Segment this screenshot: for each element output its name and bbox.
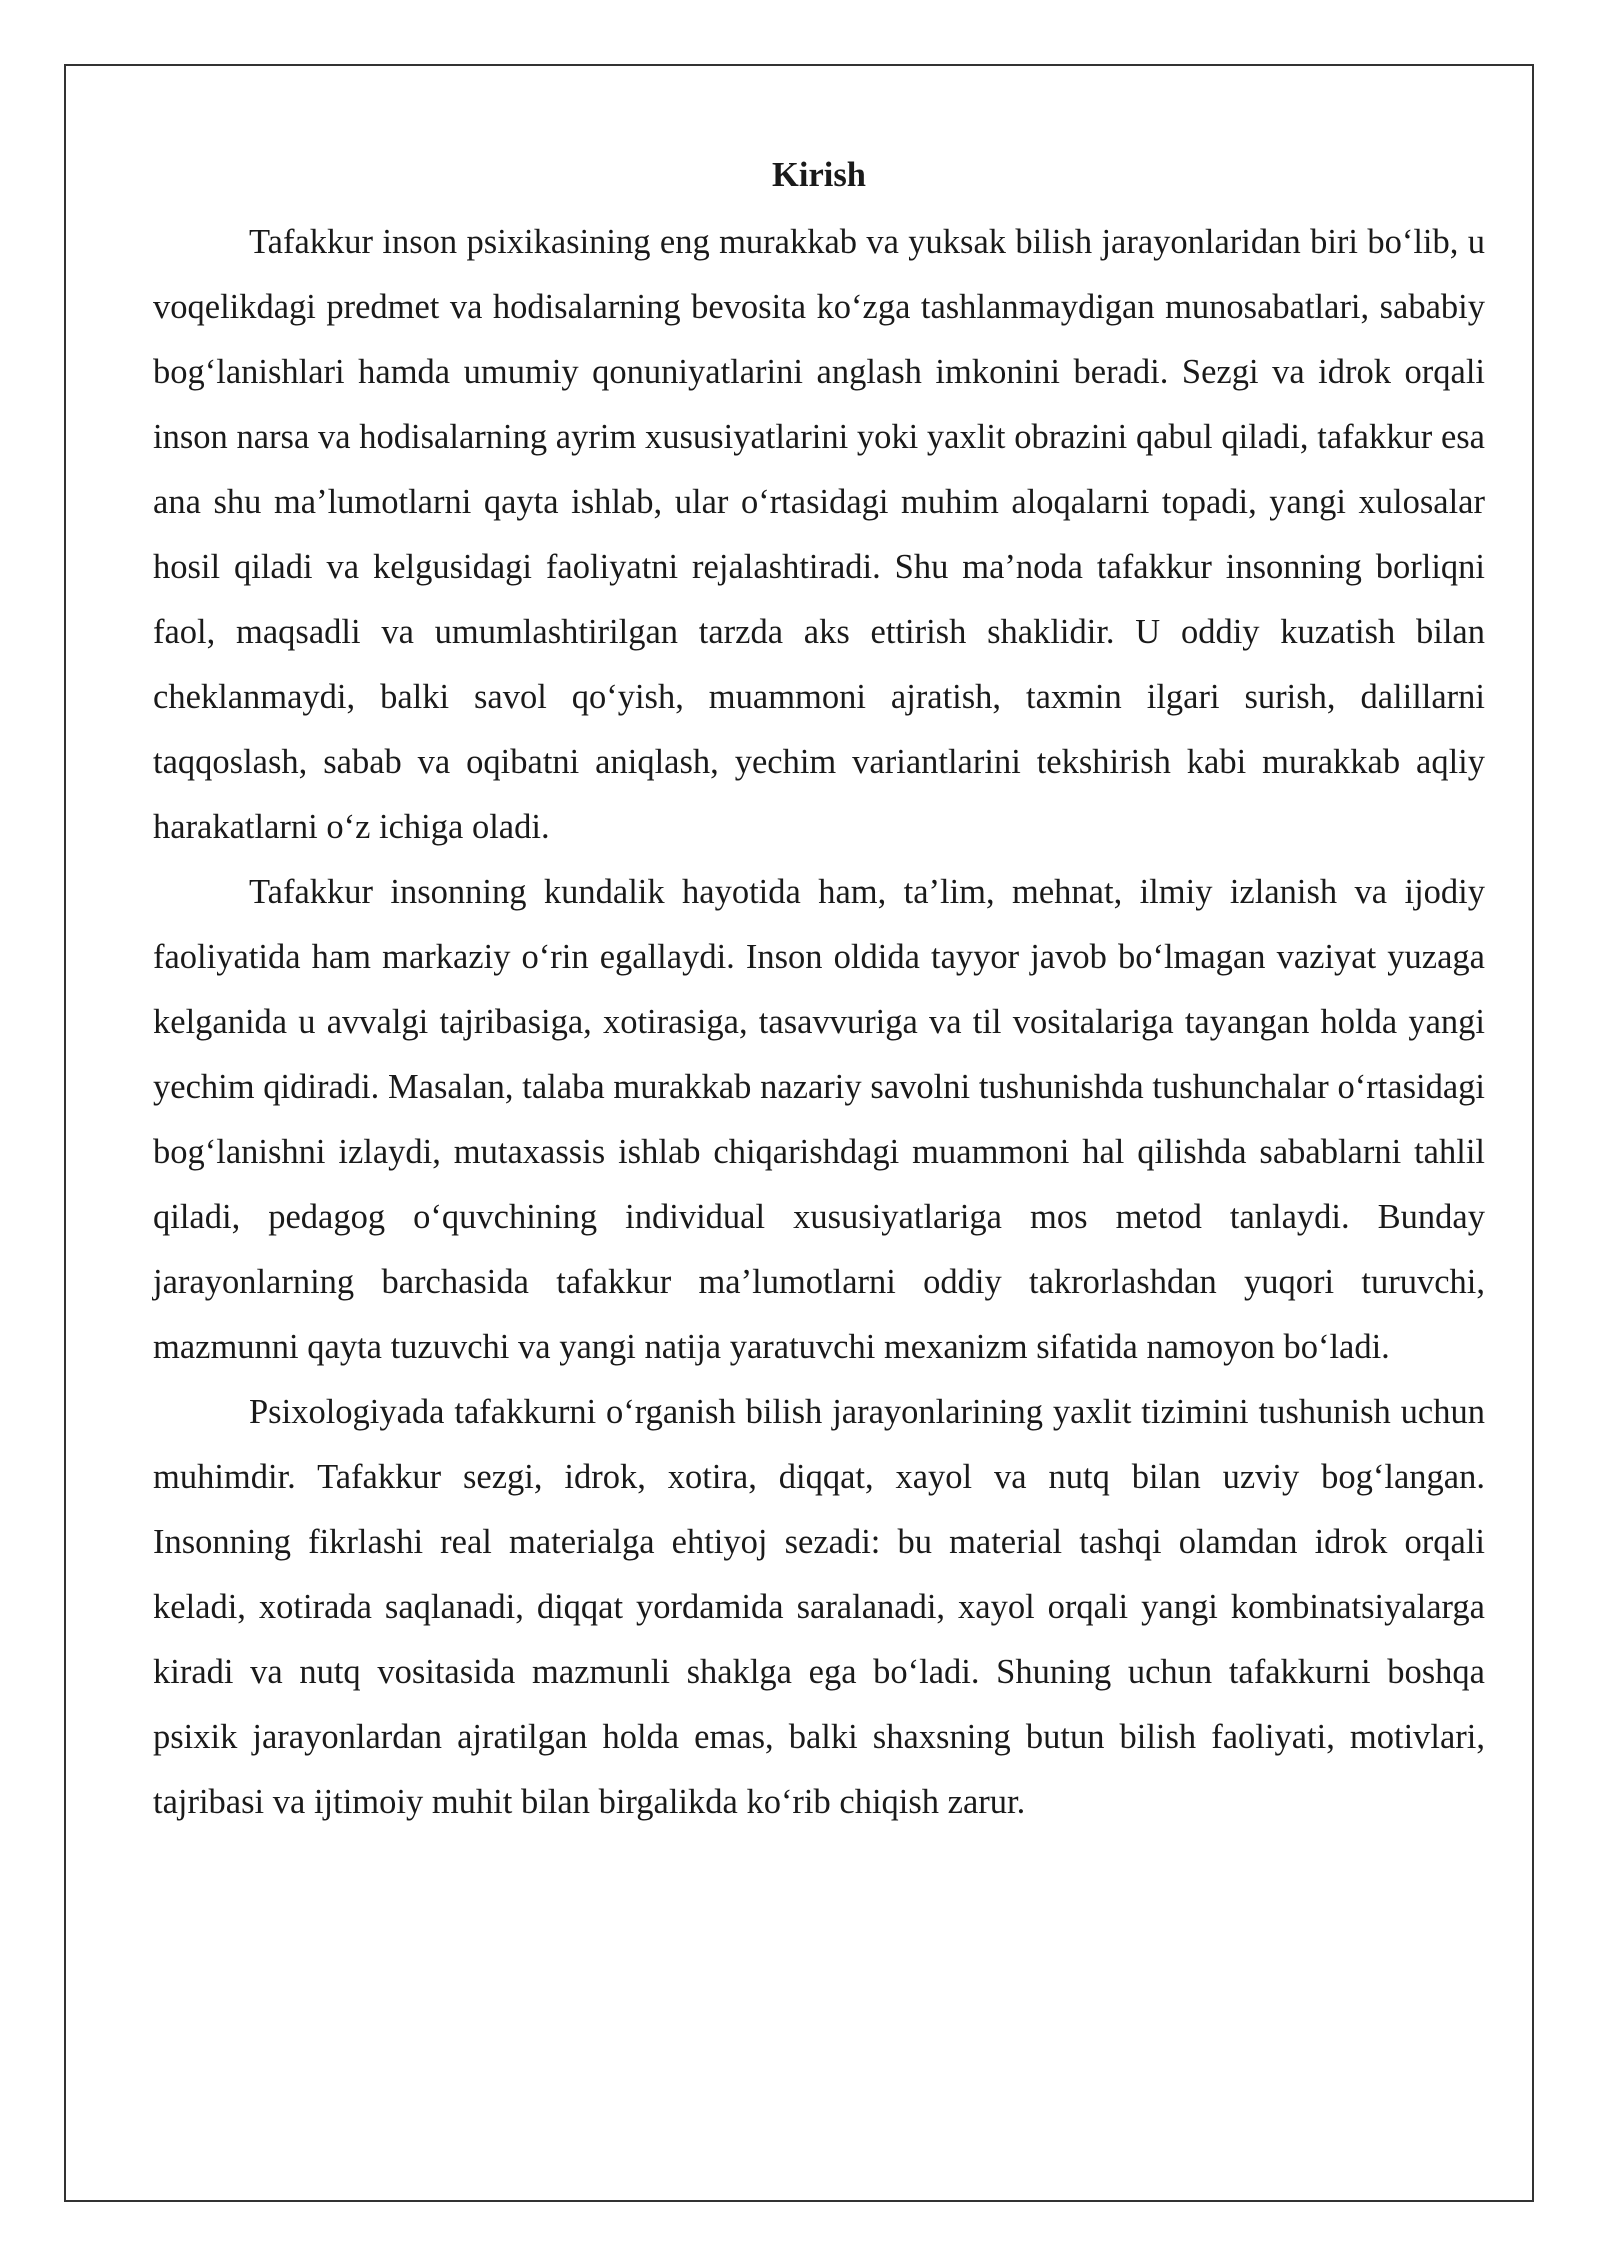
paragraph-3: Psixologiyada tafakkurni o‘rganish bilish jarayonlarining yaxlit tizimini tushunish uchun muhimdir. Tafakkur sezgi, idrok, xotira, diqqat, xayol va nutq bilan uzviy bog‘langan. Insonning fikrlashi real materialga ehtiyoj sezadi: bu material tashqi olamdan idrok orqali keladi, xotirada saqlanadi, diqqat yordamida saralanadi, xayol orqali yangi kombinatsiyalarga kiradi va nutq vositasida mazmunli shaklga ega bo‘ladi. Shuning uchun tafakkurni boshqa psixik jarayonlardan ajratilgan holda emas, balki shaxsning butun bilish faoliyati, motivlari, tajribasi va ijtimoiy muhit bilan birgalikda ko‘rib chiqish zarur. bbox=[153, 1393, 1485, 1821]
paragraph-2: Tafakkur insonning kundalik hayotida ham, ta’lim, mehnat, ilmiy izlanish va ijodiy faoliyatida ham markaziy o‘rin egallaydi. Inson oldida tayyor javob bo‘lmagan vaziyat yuzaga kelganida u avvalgi tajribasiga, xotirasiga, tasavvuriga va til vositalariga tayangan holda yangi yechim qidiradi. Masalan, talaba murakkab nazariy savolni tushunishda tushunchalar o‘rtasidagi bog‘lanishni izlaydi, mutaxassis ishlab chiqarishdagi muammoni hal qilishda sabablarni tahlil qiladi, pedagog o‘quvchining individual xususiyatlariga mos metod tanlaydi. Bunday jarayonlarning barchasida tafakkur ma’lumotlarni oddiy takrorlashdan yuqori turuvchi, mazmunni qayta tuzuvchi va yangi natija yaratuvchi mexanizm sifatida namoyon bo‘ladi. bbox=[153, 873, 1485, 1366]
paragraph-1: Tafakkur inson psixikasining eng murakkab va yuksak bilish jarayonlaridan biri bo‘lib, u voqelikdagi predmet va hodisalarning bevosita ko‘zga tashlanmaydigan munosabatlari, sababiy bog‘lanishlari hamda umumiy qonuniyatlarini anglash imkonini beradi. Sezgi va idrok orqali inson narsa va hodisalarning ayrim xususiyatlarini yoki yaxlit obrazini qabul qiladi, tafakkur esa ana shu ma’lumotlarni qayta ishlab, ular o‘rtasidagi muhim aloqalarni topadi, yangi xulosalar hosil qiladi va kelgusidagi faoliyatni rejalashtiradi. Shu ma’noda tafakkur insonning borliqni faol, maqsadli va umumlashtirilgan tarzda aks ettirish shaklidir. U oddiy kuzatish bilan cheklanmaydi, balki savol qo‘yish, muammoni ajratish, taxmin ilgari surish, dalillarni taqqoslash, sabab va oqibatni aniqlash, yechim variantlarini tekshirish kabi murakkab aqliy harakatlarni o‘z ichiga oladi. bbox=[153, 223, 1485, 846]
document-title: Kirish bbox=[772, 156, 866, 194]
document-body bbox=[153, 140, 1485, 1835]
